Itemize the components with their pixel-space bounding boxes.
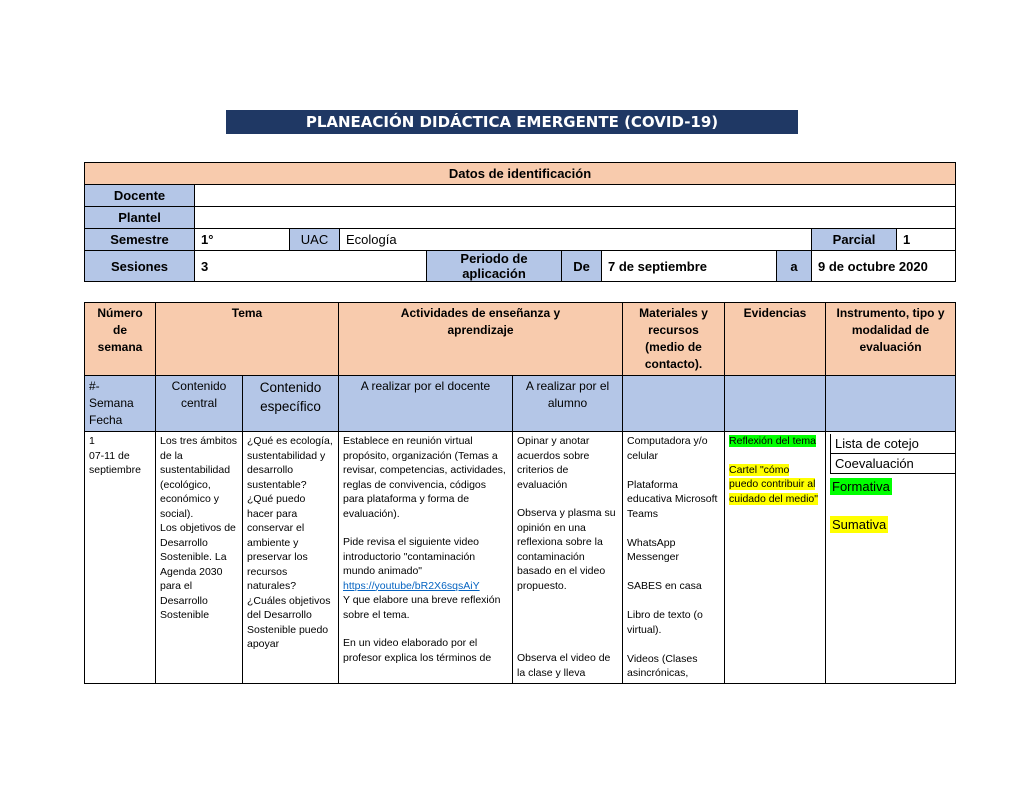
subheader-alumno: A realizar por el alumno — [513, 376, 623, 432]
instrumento-sumativa: Sumativa — [832, 516, 887, 532]
cell-instrumento — [826, 432, 956, 684]
header-instrumento: Instrumento, tipo y modalidad de evaluación — [826, 303, 956, 376]
uac-label: UAC — [290, 229, 340, 251]
plantel-field — [195, 207, 956, 229]
plantel-label: Plantel — [85, 207, 195, 229]
docente-field — [195, 185, 956, 207]
evidencia-reflexion: Reflexión del tema — [729, 435, 816, 447]
header-evidencias: Evidencias — [725, 303, 826, 376]
docente-paragraph-2: Pide revisa el siguiente video introductorio "contaminación mundo animado" — [343, 536, 479, 577]
sesiones-value: 3 — [195, 251, 427, 282]
periodo-label: Periodo de aplicación — [427, 251, 562, 282]
cell-docente — [339, 432, 513, 684]
ident-header: Datos de identificación — [85, 163, 956, 185]
parcial-value: 1 — [897, 229, 956, 251]
subheader-materiales-empty — [623, 376, 725, 432]
cell-contenido-especifico: ¿Qué es ecología, sustentabilidad y desarrollo sustentable? ¿Qué puedo hacer para conservar el ambiente y preservar los recursos naturales? ¿Cuáles objetivos del Desarrollo Sostenible puedo apoyar — [243, 432, 339, 684]
page-title: PLANEACIÓN DIDÁCTICA EMERGENTE (COVID-19) — [226, 110, 798, 134]
sesiones-label: Sesiones — [85, 251, 195, 282]
a-value: 9 de octubre 2020 — [812, 251, 956, 282]
cell-materiales: Computadora y/o celular Plataforma educativa Microsoft Teams WhatsApp Messenger SABES en casa Libro de texto (o virtual). Videos (Clases asincrónicas, — [623, 432, 725, 684]
subheader-evidencias-empty — [725, 376, 826, 432]
a-label: a — [777, 251, 812, 282]
docente-paragraph-3: Y que elabore una breve reflexión sobre el tema. — [343, 594, 501, 621]
uac-value: Ecología — [340, 229, 812, 251]
alumno-paragraph-2: Observa y plasma su opinión en una reflexiona sobre la contaminación basado en el video propuesto. — [517, 507, 616, 592]
identification-table — [84, 162, 956, 282]
subheader-contenido-especifico: Contenido específico — [243, 376, 339, 432]
instrumento-lista-cotejo: Lista de cotejo — [830, 434, 956, 454]
subheader-instrumento-empty — [826, 376, 956, 432]
header-actividades: Actividades de enseñanza y aprendizaje — [339, 303, 623, 376]
evidencia-cartel: Cartel "cómo puedo contribuir al cuidado del medio" — [729, 463, 818, 505]
cell-contenido-central: Los tres ámbitos de la sustentabilidad (ecológico, económico y social). Los objetivos de Desarrollo Sostenible. La Agenda 2030 para el Desarrollo Sostenible — [156, 432, 243, 684]
plan-table — [84, 302, 956, 684]
subheader-docente: A realizar por el docente — [339, 376, 513, 432]
header-numero-semana: Número de semana — [85, 303, 156, 376]
docente-paragraph-4: En un video elaborado por el profesor explica los términos de — [343, 637, 492, 664]
alumno-paragraph-3: Observa el video de la clase y lleva — [517, 652, 611, 679]
video-link[interactable]: https://youtube/bR2X6sqsAiY — [343, 579, 480, 592]
instrumento-coevaluacion: Coevaluación — [830, 454, 956, 474]
subheader-semana: #- Semana Fecha — [85, 376, 156, 432]
subheader-contenido-central: Contenido central — [156, 376, 243, 432]
docente-label: Docente — [85, 185, 195, 207]
header-materiales: Materiales y recursos (medio de contacto). — [623, 303, 725, 376]
parcial-label: Parcial — [812, 229, 897, 251]
docente-paragraph-1: Establece en reunión virtual propósito, organización (Temas a revisar, competencias, actividades, reglas de convivencia, códigos para plataforma y forma de evaluación). — [343, 435, 506, 520]
semestre-label: Semestre — [85, 229, 195, 251]
cell-semana: 1 07-11 de septiembre — [85, 432, 156, 684]
header-tema: Tema — [156, 303, 339, 376]
instrumento-formativa: Formativa — [832, 479, 890, 494]
alumno-paragraph-1: Opinar y anotar acuerdos sobre criterios de evaluación — [517, 435, 590, 491]
semestre-value: 1° — [195, 229, 290, 251]
cell-evidencias — [725, 432, 826, 684]
de-label: De — [562, 251, 602, 282]
cell-alumno — [513, 432, 623, 684]
de-value: 7 de septiembre — [602, 251, 777, 282]
